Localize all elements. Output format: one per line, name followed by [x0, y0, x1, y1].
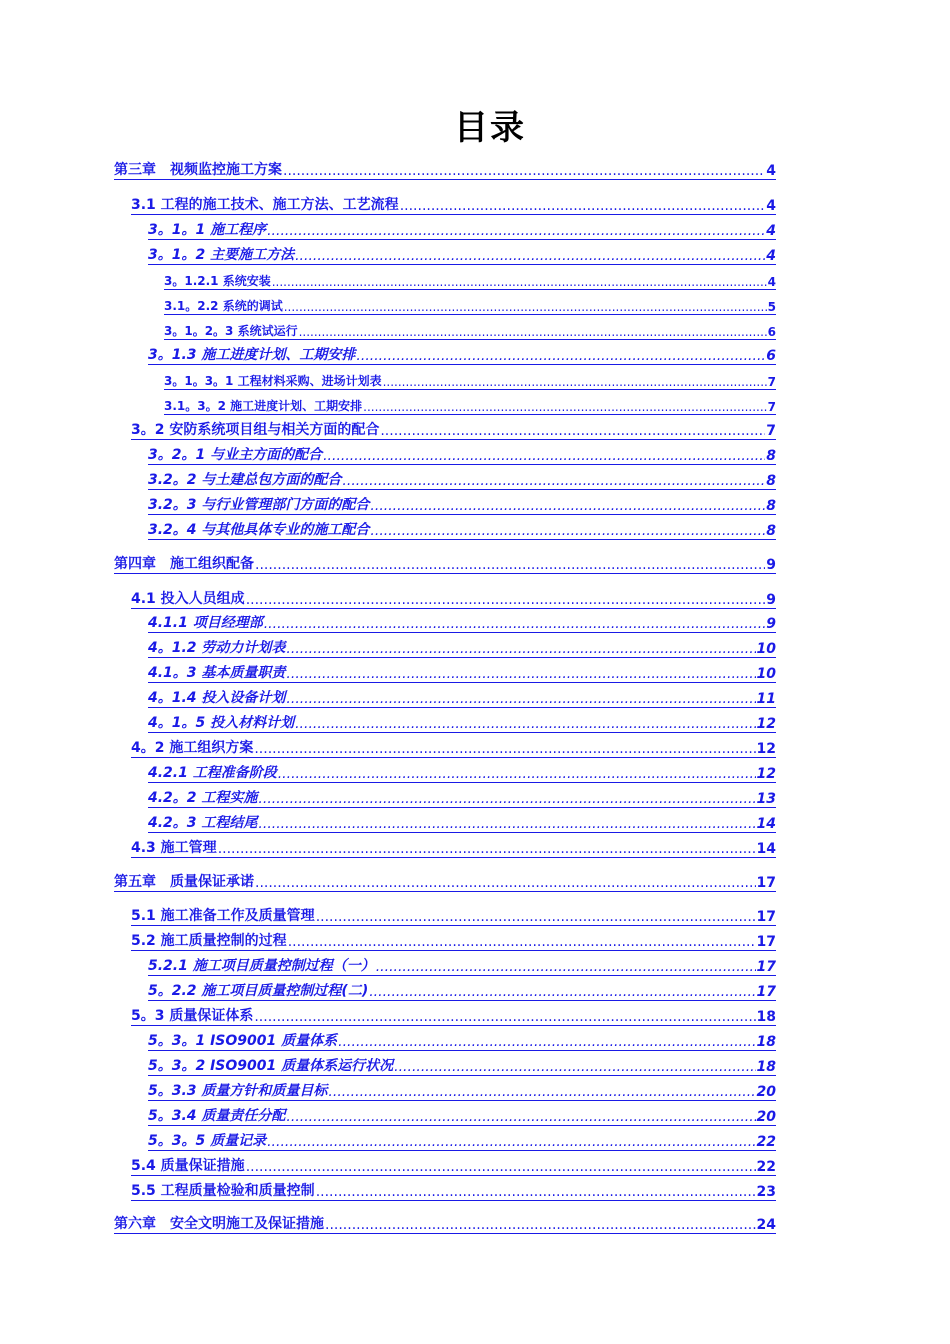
toc-entry[interactable]: [131, 739, 776, 758]
toc-entry-page: 18: [756, 1059, 776, 1075]
toc-entry[interactable]: [148, 1132, 776, 1151]
toc-entry-page: 14: [756, 816, 776, 832]
toc-entry-label: 5.1 施工准备工作及质量管理: [131, 908, 315, 924]
toc-entry-page: 10: [756, 666, 776, 682]
toc-entry-page: 17: [756, 984, 776, 1000]
toc-entry-label: 3。2 安防系统项目组与相关方面的配合: [131, 422, 380, 438]
toc-entry[interactable]: [148, 1057, 776, 1076]
toc-leader-dots: [286, 641, 755, 657]
toc-leader-dots: [370, 498, 765, 514]
toc-entry-label: 4。1.4 投入设备计划: [148, 690, 286, 706]
toc-leader-dots: [369, 984, 755, 1000]
toc-entry-label: 5。3。5 质量记录: [148, 1133, 267, 1149]
toc-entry[interactable]: [114, 161, 776, 180]
toc-entry-label: 3。1。2 主要施工方法: [148, 247, 295, 263]
toc-entry-page: 14: [756, 841, 776, 857]
toc-leader-dots: [383, 375, 767, 389]
toc-entry[interactable]: [148, 471, 776, 490]
toc-entry-label: 第五章 质量保证承诺: [114, 874, 254, 890]
toc-entry-page: 10: [756, 641, 776, 657]
toc-entry-page: 9: [766, 592, 776, 608]
toc-entry-label: 4。1。5 投入材料计划: [148, 715, 295, 731]
toc-leader-dots: [316, 1184, 756, 1200]
toc-entry-page: 5: [767, 300, 776, 314]
toc-entry-page: 20: [756, 1109, 776, 1125]
toc-entry-page: 22: [756, 1159, 776, 1175]
toc-entry[interactable]: [148, 614, 776, 633]
toc-entry[interactable]: [148, 639, 776, 658]
toc-entry[interactable]: [148, 446, 776, 465]
toc-entry[interactable]: [148, 1107, 776, 1126]
toc-entry-page: 12: [756, 716, 776, 732]
toc-leader-dots: [295, 716, 755, 732]
toc-leader-dots: [338, 1034, 755, 1050]
toc-entry[interactable]: [148, 664, 776, 683]
toc-entry-label: 5.4 质量保证措施: [131, 1158, 245, 1174]
toc-entry-label: 3.1。2.2 系统的调试: [164, 299, 283, 313]
toc-entry-label: 3.1 工程的施工技术、施工方法、工艺流程: [131, 197, 399, 213]
toc-entry[interactable]: [148, 789, 776, 808]
toc-entry-label: 5.2 施工质量控制的过程: [131, 933, 287, 949]
toc-entry[interactable]: [114, 1215, 776, 1234]
toc-entry-label: 第三章 视频监控施工方案: [114, 162, 282, 178]
toc-entry-page: 4: [766, 248, 776, 264]
toc-entry[interactable]: [131, 1007, 776, 1026]
toc-entry[interactable]: [148, 689, 776, 708]
toc-entry-page: 17: [756, 875, 776, 891]
toc-entry-label: 5。3 质量保证体系: [131, 1008, 254, 1024]
toc-entry-label: 3.2。2 与土建总包方面的配合: [148, 472, 342, 488]
toc-entry[interactable]: [114, 555, 776, 574]
toc-entry-label: 第四章 施工组织配备: [114, 556, 254, 572]
toc-entry[interactable]: [131, 839, 776, 858]
toc-entry-page: 13: [756, 791, 776, 807]
toc-entry-page: 9: [766, 557, 776, 573]
toc-entry-label: 3。1。1 施工程序: [148, 222, 267, 238]
toc-entry-page: 22: [756, 1134, 776, 1150]
toc-entry[interactable]: [131, 907, 776, 926]
toc-leader-dots: [267, 1134, 755, 1150]
toc-entry-page: 18: [756, 1034, 776, 1050]
toc-leader-dots: [258, 816, 755, 832]
toc-entry[interactable]: [114, 873, 776, 892]
toc-leader-dots: [295, 248, 765, 264]
toc-leader-dots: [255, 557, 765, 573]
toc-leader-dots: [299, 325, 767, 339]
toc-entry-label: 4.1 投入人员组成: [131, 591, 245, 607]
toc-entry[interactable]: [148, 1032, 776, 1051]
toc-leader-dots: [323, 448, 765, 464]
toc-entry-label: 5.5 工程质量检验和质量控制: [131, 1183, 315, 1199]
toc-leader-dots: [356, 348, 765, 364]
toc-entry[interactable]: [148, 714, 776, 733]
toc-leader-dots: [246, 592, 766, 608]
toc-entry-page: 8: [766, 448, 776, 464]
toc-entry[interactable]: [148, 982, 776, 1001]
toc-leader-dots: [325, 1217, 756, 1233]
toc-leader-dots: [272, 275, 767, 289]
toc-leader-dots: [328, 1084, 755, 1100]
toc-entry[interactable]: [131, 1157, 776, 1176]
toc-entry-label: 3。1.3 施工进度计划、工期安排: [148, 347, 356, 363]
toc-entry-page: 17: [756, 934, 776, 950]
toc-entry-label: 5.2.1 施工项目质量控制过程（一）: [148, 958, 375, 974]
toc-entry-label: 3。1.2.1 系统安装: [164, 274, 271, 288]
toc-leader-dots: [286, 1109, 755, 1125]
toc-leader-dots: [218, 841, 756, 857]
toc-entry-page: 8: [766, 473, 776, 489]
toc-entry-page: 8: [766, 523, 776, 539]
toc-leader-dots: [286, 666, 755, 682]
toc-entry-page: 11: [756, 691, 776, 707]
toc-leader-dots: [380, 423, 765, 439]
toc-entry-page: 24: [756, 1217, 776, 1233]
toc-entry-page: 4: [766, 163, 776, 179]
toc-entry-page: 9: [766, 616, 776, 632]
toc-entry-page: 12: [756, 741, 776, 757]
toc-entry[interactable]: [148, 814, 776, 833]
toc-leader-dots: [288, 934, 756, 950]
toc-entry-label: 3.1。3。2 施工进度计划、工期安排: [164, 399, 363, 413]
toc-entry-label: 4。2 施工组织方案: [131, 740, 254, 756]
toc-entry[interactable]: [148, 346, 776, 365]
toc-entry-label: 4。1.2 劳动力计划表: [148, 640, 286, 656]
toc-entry[interactable]: [164, 271, 776, 290]
toc-entry-label: 3。1。2。3 系统试运行: [164, 324, 298, 338]
toc-entry-page: 20: [756, 1084, 776, 1100]
toc-leader-dots: [284, 300, 767, 314]
toc-entry[interactable]: [148, 957, 776, 976]
toc-entry[interactable]: [164, 371, 776, 390]
toc-entry[interactable]: [131, 196, 776, 215]
toc-entry-label: 4.1.1 项目经理部: [148, 615, 263, 631]
toc-leader-dots: [258, 791, 755, 807]
toc-entry[interactable]: [131, 421, 776, 440]
toc-entry-label: 5。3.3 质量方针和质量目标: [148, 1083, 328, 1099]
toc-entry-page: 6: [766, 348, 776, 364]
toc-leader-dots: [286, 691, 755, 707]
toc-entry[interactable]: [148, 246, 776, 265]
toc-leader-dots: [376, 959, 756, 975]
toc-leader-dots: [400, 198, 766, 214]
toc-entry-page: 4: [766, 223, 776, 239]
toc-leader-dots: [283, 163, 765, 179]
toc-entry[interactable]: [148, 221, 776, 240]
toc-title: 目录: [454, 108, 526, 148]
toc-entry[interactable]: [148, 764, 776, 783]
toc-entry[interactable]: [131, 590, 776, 609]
toc-entry-page: 4: [767, 275, 776, 289]
toc-entry-label: 3.2。3 与行业管理部门方面的配合: [148, 497, 370, 513]
toc-entry[interactable]: [164, 396, 776, 415]
toc-entry-page: 18: [756, 1009, 776, 1025]
toc-leader-dots: [246, 1159, 756, 1175]
toc-leader-dots: [255, 875, 756, 891]
toc-leader-dots: [254, 741, 755, 757]
toc-leader-dots: [278, 766, 756, 782]
toc-leader-dots: [254, 1009, 755, 1025]
toc-leader-dots: [267, 223, 765, 239]
toc-entry[interactable]: [148, 496, 776, 515]
toc-entry-page: 8: [766, 498, 776, 514]
toc-entry-label: 4.2.1 工程准备阶段: [148, 765, 277, 781]
toc-entry-label: 5。3。2 ISO9001 质量体系运行状况: [148, 1058, 394, 1074]
toc-leader-dots: [363, 400, 767, 414]
toc-entry-label: 3.2。4 与其他具体专业的施工配合: [148, 522, 370, 538]
toc-leader-dots: [370, 523, 765, 539]
toc-leader-dots: [316, 909, 756, 925]
toc-entry-label: 3。2。1 与业主方面的配合: [148, 447, 323, 463]
toc-entry-page: 7: [767, 400, 776, 414]
toc-entry[interactable]: [131, 1182, 776, 1201]
toc-entry-page: 7: [767, 375, 776, 389]
toc-entry[interactable]: [164, 321, 776, 340]
toc-entry-label: 4.3 施工管理: [131, 840, 217, 856]
toc-entry-label: 第六章 安全文明施工及保证措施: [114, 1216, 324, 1232]
toc-entry-label: 3。1。3。1 工程材料采购、进场计划表: [164, 374, 382, 388]
toc-entry-label: 4.2。3 工程结尾: [148, 815, 258, 831]
toc-entry-label: 5。2.2 施工项目质量控制过程(二): [148, 983, 369, 999]
toc-entry-label: 5。3。1 ISO9001 质量体系: [148, 1033, 338, 1049]
toc-entry-page: 7: [766, 423, 776, 439]
toc-entry-page: 17: [756, 959, 776, 975]
toc-leader-dots: [342, 473, 765, 489]
toc-entry[interactable]: [148, 1082, 776, 1101]
toc-entry[interactable]: [164, 296, 776, 315]
toc-entry-page: 12: [756, 766, 776, 782]
toc-entry[interactable]: [131, 932, 776, 951]
toc-entry-page: 17: [756, 909, 776, 925]
toc-entry-page: 6: [767, 325, 776, 339]
toc-entry-page: 23: [756, 1184, 776, 1200]
toc-entry-label: 4.2。2 工程实施: [148, 790, 258, 806]
toc-entry-label: 4.1。3 基本质量职责: [148, 665, 286, 681]
toc-entry[interactable]: [148, 521, 776, 540]
toc-leader-dots: [264, 616, 766, 632]
toc-entry-label: 5。3.4 质量责任分配: [148, 1108, 286, 1124]
toc-leader-dots: [394, 1059, 755, 1075]
toc-entry-page: 4: [766, 198, 776, 214]
